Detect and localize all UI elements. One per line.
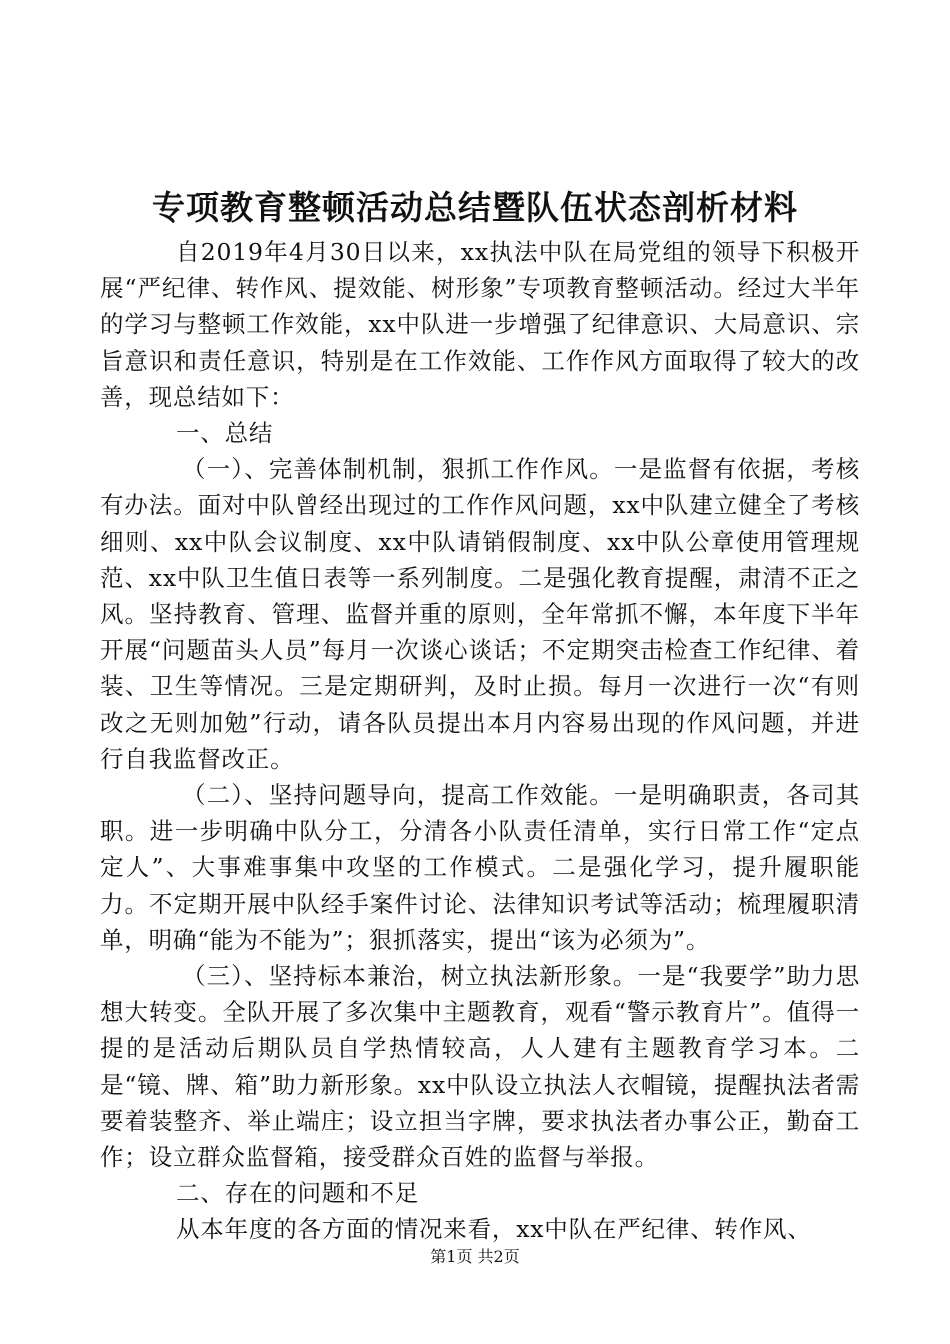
page-number: 第1页 共2页 <box>430 1247 520 1266</box>
document-body <box>100 234 860 1248</box>
paragraph-section-two: （二）、坚持问题导向，提高工作效能。一是明确职责，各司其职。进一步明确中队分工，分清各小队责任清单，实行日常工作“定点定人”、大事难事集中攻坚的工作模式。二是强化学习，提升履职能力。不定期开展中队经手案件讨论、法律知识考试等活动；梳理履职清单，明确“能为不能为”；狠抓落实，提出“该为必须为”。 <box>100 781 860 954</box>
section-heading-problems: 二、存在的问题和不足 <box>176 1179 419 1208</box>
section-heading-summary: 一、总结 <box>176 419 274 448</box>
paragraph-problems: 从本年度的各方面的情况来看，xx中队在严纪律、转作风、 <box>176 1215 812 1244</box>
paragraph-intro: 自2019年4月30日以来，xx执法中队在局党组的领导下积极开展“严纪律、转作风、提效能、树形象”专项教育整顿活动。经过大半年的学习与整顿工作效能，xx中队进一步增强了纪律意识、大局意识、宗旨意识和责任意识，特别是在工作效能、工作作风方面取得了较大的改善，现总结如下： <box>100 238 860 411</box>
paragraph-section-one: （一）、完善体制机制，狠抓工作作风。一是监督有依据，考核有办法。面对中队曾经出现过的工作作风问题，xx中队建立健全了考核细则、xx中队会议制度、xx中队请销假制度、xx中队公章使用管理规范、xx中队卫生值日表等一系列制度。二是强化教育提醒，肃清不正之风。坚持教育、管理、监督并重的原则，全年常抓不懈，本年度下半年开展“问题苗头人员”每月一次谈心谈话；不定期突击检查工作纪律、着装、卫生等情况。三是定期研判，及时止损。每月一次进行一次“有则改之无则加勉”行动，请各队员提出本月内容易出现的作风问题，并进行自我监督改正。 <box>100 455 860 773</box>
paragraph-section-three: （三）、坚持标本兼治，树立执法新形象。一是“我要学”助力思想大转变。全队开展了多次集中主题教育，观看“警示教育片”。值得一提的是活动后期队员自学热情较高，人人建有主题教育学习本。二是“镜、牌、箱”助力新形象。xx中队设立执法人衣帽镜，提醒执法者需要着装整齐、举止端庄；设立担当字牌，要求执法者办事公正，勤奋工作；设立群众监督箱，接受群众百姓的监督与举报。 <box>100 962 860 1172</box>
document-title: 专项教育整顿活动总结暨队伍状态剖析材料 <box>152 188 798 227</box>
